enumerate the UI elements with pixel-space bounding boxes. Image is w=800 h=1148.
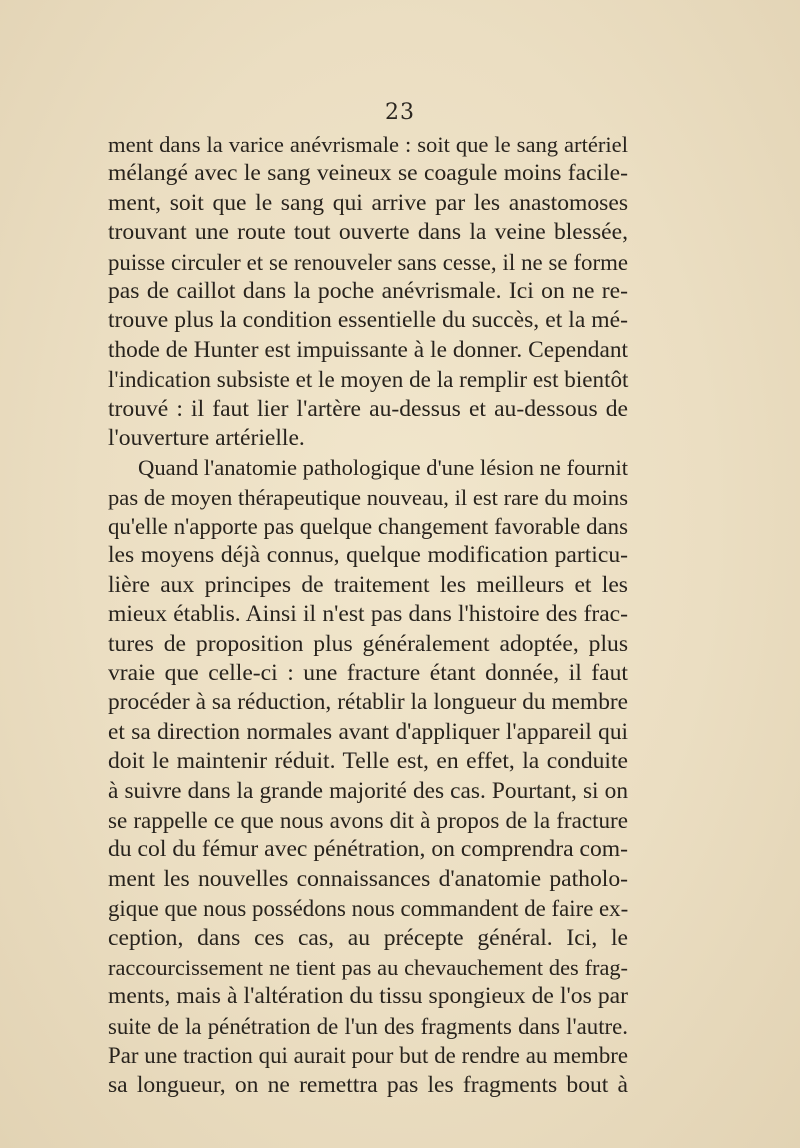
body-text [108,130,628,1100]
text-line: pas de moyen thérapeutique nouveau, il est rare du moins [108,484,628,510]
text-line: ments, mais à l'altération du tissu spongieux de l'os par [108,983,628,1010]
text-line: l'ouverture artérielle. [108,424,305,451]
text-line: mélangé avec le sang veineux se coagule moins facile- [108,160,628,187]
text-line: l'indication subsiste et le moyen de la remplir est bientôt [108,366,629,393]
text-line: du col du fémur avec pénétration, on comprendra com- [108,836,628,863]
text-line: pas de caillot dans la poche anévrismale. Ici on ne re- [108,277,628,304]
text-line: les moyens déjà connus, quelque modification particu- [108,542,628,569]
text-line: trouvant une route tout ouverte dans la veine blessée, [108,219,628,246]
text-line: trouve plus la condition essentielle du succès, et la mé- [108,307,628,334]
text-line: lière aux principes de traitement les meilleurs et les [108,571,628,598]
text-line: vraie que celle-ci : une fracture étant donnée, il faut [108,660,628,687]
text-line: doit le maintenir réduit. Telle est, en effet, la conduite [108,748,628,775]
text-line: Par une traction qui aurait pour but de rendre au membre [108,1043,628,1069]
text-line: et sa direction normales avant d'appliquer l'appareil qui [108,718,628,745]
text-line: thode de Hunter est impuissante à le donner. Cependant [108,336,628,363]
text-line: sa longueur, on ne remettra pas les fragments bout à [108,1071,628,1098]
text-line: puisse circuler et se renouveler sans cesse, il ne se forme [108,249,628,275]
text-line: se rappelle ce que nous avons dit à propos de la fracture [108,806,628,833]
text-line: qu'elle n'apporte pas quelque changement favorable dans [108,514,628,540]
text-line: ment, soit que le sang qui arrive par les anastomoses [108,189,628,216]
text-line: raccourcissement ne tient pas au chevauchement des frag- [108,954,628,980]
text-line: gique que nous possédons nous commandent de faire ex- [108,896,629,922]
text-line: ment dans la varice anévrismale : soit que le sang artériel [108,132,628,157]
text-line: à suivre dans la grande majorité des cas. Pourtant, si on [108,777,628,804]
text-line: ment les nouvelles connaissances d'anatomie patholo- [108,865,628,892]
text-line: trouvé : il faut lier l'artère au-dessus et au-dessous de [108,395,628,422]
text-line: Quand l'anatomie pathologique d'une lésion ne fournit [138,455,629,481]
text-line: tures de proposition plus généralement adoptée, plus [108,630,628,657]
text-line: ception, dans ces cas, au précepte général. Ici, le [108,924,628,951]
text-line: mieux établis. Ainsi il n'est pas dans l'histoire des frac- [108,601,628,628]
text-line: procéder à sa réduction, rétablir la longueur du membre [108,689,628,716]
text-line: suite de la pénétration de l'un des fragments dans l'autre. [108,1013,628,1039]
page-number: 23 [385,100,415,125]
